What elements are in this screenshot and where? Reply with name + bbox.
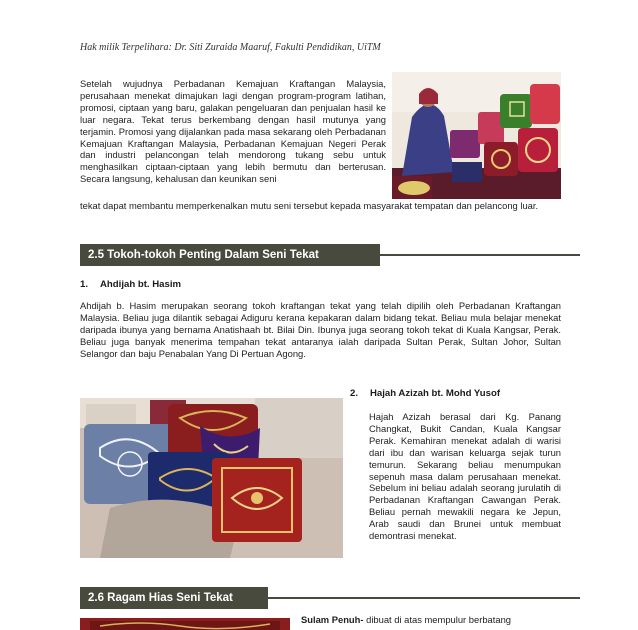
photo-woman-with-tekat-cushions: [392, 72, 561, 199]
intro-paragraph-continued: tekat dapat membantu memperkenalkan mutu seni tersebut kepada masyarakat tempatan dan pelancong luar.: [80, 200, 539, 211]
section-heading-rule: [380, 254, 580, 256]
section-heading-2-5: 2.5 Tokoh-tokoh Penting Dalam Seni Tekat: [80, 244, 380, 266]
figure-bio-azizah: Hajah Azizah berasal dari Kg. Panang Changkat, Bukit Candan, Kuala Kangsar Perak. Kemahiran menekat adalah di warisi dari ibu dan warisan keluarga sejak turun temurun. Sekarang beliau menumpukan sepenuh masa dalam perusahaan menekat. Sebelum ini beliau adalah seorang jurulatih di Perbadanan Kraftangan Cawangan Perak. Beliau pernah mewakili negara ke Jepun, Arab saudi dan Brunei untuk membuat demontrasi menekat.: [369, 411, 561, 542]
page-header-copyright: Hak milik Terpelihara: Dr. Siti Zuraida Maaruf, Fakulti Pendidikan, UiTM: [80, 42, 381, 53]
photo-embroidered-tekat-crafts: [80, 398, 343, 558]
section-heading-2-6: 2.6 Ragam Hias Seni Tekat: [80, 587, 268, 609]
figure-name: Hajah Azizah bt. Mohd Yusof: [370, 388, 501, 399]
figure-heading-ahdijah: [80, 279, 181, 290]
intro-paragraph: Setelah wujudnya Perbadanan Kemajuan Kraftangan Malaysia, perusahaan menekat dimajukan lagi dengan program-program latihan, promosi, ciptaan yang baru, galakan pengeluaran dan penjualan hasil ke luar negara. Tekat terus berkembang dengan hasil mutunya yang terjamin. Promosi yang dijalankan pada masa sekarang oleh Perbadanan Kemajuan Kraftangan Malaysia, Perbadanan Kemajuan Negeri Perak dan industri pelancongan telah mendorong tukang sebu untuk menghasilkan ciptaan-ciptaan yang lebih bermutu dan berterusan. Secara langsung, kehalusan dan keunikan seni: [80, 78, 386, 185]
section-2-6-intro: [301, 614, 561, 626]
photo-ragam-hias-partial: [80, 618, 290, 630]
term-sulam-penuh: Sulam Penuh-: [301, 614, 364, 625]
term-description: dibuat di atas mempulur berbatang: [363, 614, 512, 625]
list-number: 1.: [80, 279, 89, 290]
section-heading-rule: [268, 597, 580, 599]
figure-bio-ahdijah: Ahdijah b. Hasim merupakan seorang tokoh kraftangan tekat yang telah dipilih oleh Perbadanan Kraftangan Malaysia. Beliau juga dilantik sebagai Adiguru kerana kepakaran dalam bidang tekat. Beliau mula belajar menekat daripada ibunya yang bernama Anatishaah bt. Bilai Din. Ibunya juga seorang tokoh tekat di Kuala Kangsar, Perak. Beliau juga banyak menerima tempahan tekat antaranya ialah daripada Sultan Perak, Sultan Johor, Sultan Selangor dan baju Penabalan Yang Di Pertuan Agong.: [80, 300, 561, 359]
figure-heading-azizah: [350, 388, 500, 399]
figure-name: Ahdijah bt. Hasim: [100, 279, 182, 290]
list-number: 2.: [350, 388, 359, 399]
